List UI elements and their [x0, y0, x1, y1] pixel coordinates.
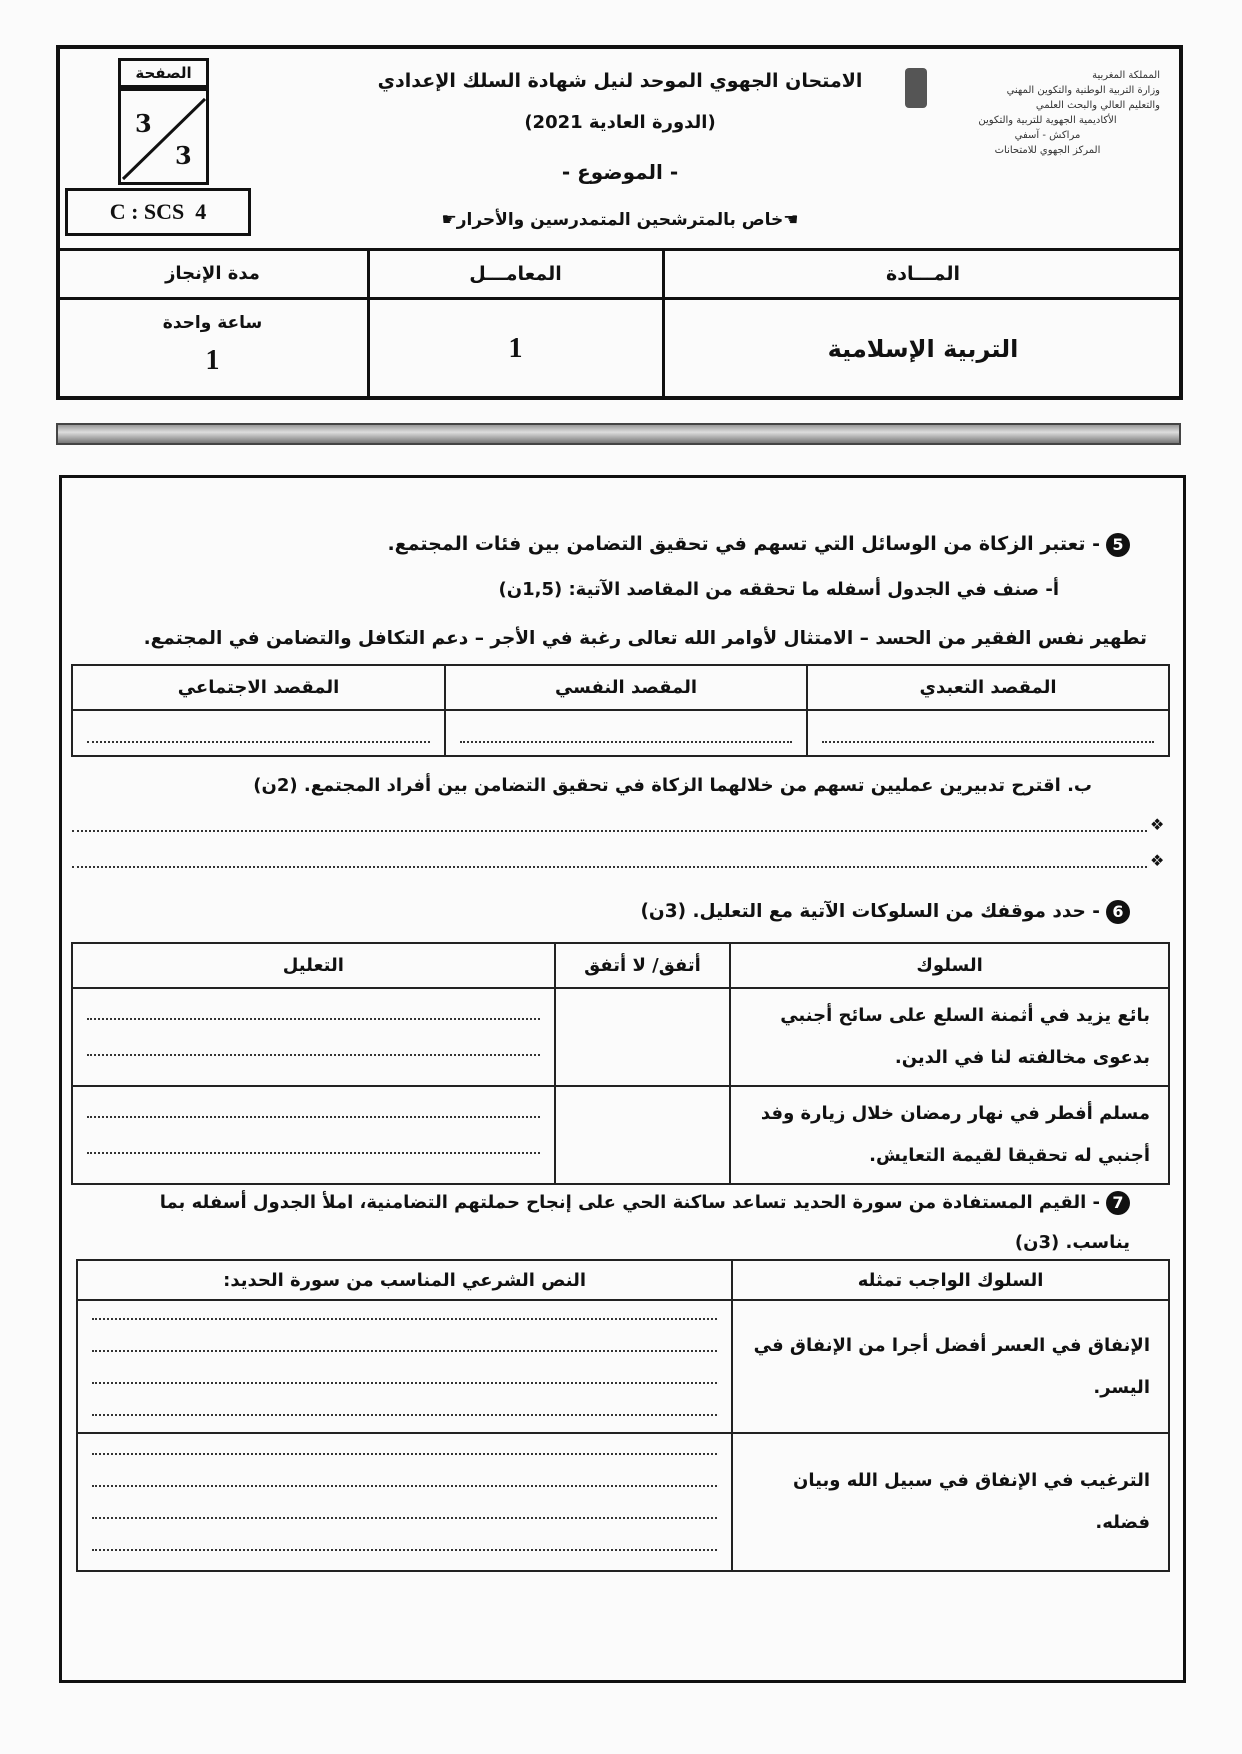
slash-icon [121, 97, 206, 182]
justification-cell[interactable] [72, 988, 555, 1086]
q5a-prompt: أ- صنف في الجدول أسفله ما تحققه من المقاصد الآتية: (1,5ن) [498, 579, 1059, 600]
separator-bar [56, 423, 1181, 445]
q7-text: - القيم المستفادة من سورة الحديد تساعد ساكنة الحي على إنجاح حملتهم التضامنية، املأ الجدول أسفله بما يناسب. (3ن) [159, 1192, 1130, 1253]
answer-cell[interactable] [445, 710, 807, 756]
q5-prompt [387, 533, 1130, 557]
q5-text: - تعتبر الزكاة من الوسائل التي تسهم في تحقيق التضامن بين فئات المجتمع. [387, 533, 1100, 555]
ministry-logo [935, 68, 1160, 158]
col-duration-label: مدة الإنجاز [165, 263, 260, 284]
justification-cell[interactable] [72, 1086, 555, 1184]
behavior-cell: الإنفاق في العسر أفضل أجرا من الإنفاق في اليسر. [732, 1300, 1169, 1433]
page-label: الصفحة [121, 61, 206, 91]
behavior-cell: مسلم أفطر في نهار رمضان خلال زيارة وفد أجنبي له تحقيقا لقيمة التعايش. [730, 1086, 1169, 1184]
verse-cell[interactable] [77, 1300, 732, 1433]
verse-cell[interactable] [77, 1433, 732, 1571]
behavior-cell: الترغيب في الإنفاق في سبيل الله وبيان فضله. [732, 1433, 1169, 1571]
pointing-hand-icon: ☚ [783, 210, 799, 230]
q6-header: السلوك [730, 943, 1169, 988]
logo-line: والتعليم العالي والبحث العلمي [1035, 100, 1160, 111]
q6-text: - حدد موقفك من السلوكات الآتية مع التعليل. (3ن) [640, 901, 1100, 922]
bullet-icon: ❖ [1150, 851, 1165, 870]
page-total: 3 [175, 141, 192, 170]
table-row [72, 1086, 1169, 1184]
subject-value: التربية الإسلامية [827, 335, 1019, 363]
question-number-badge: 5 [1106, 533, 1130, 557]
question-number-badge: 7 [1106, 1191, 1130, 1215]
col-coef-label: المعامـــل [469, 262, 562, 285]
logo-line: الأكاديمية الجهوية للتربية والتكوين [978, 115, 1117, 126]
behavior-cell: بائع يزيد في أثمنة السلع على سائح أجنبي بدعوى مخالفته لنا في الدين. [730, 988, 1169, 1086]
answer-line[interactable] [72, 830, 1147, 832]
q5-items: تطهير نفس الفقير من الحسد – الامتثال لأوامر الله تعالى رغبة في الأجر – دعم التكافل والتضامن في المجتمع. [143, 628, 1147, 649]
agree-cell[interactable] [555, 1086, 731, 1184]
pointing-hand-icon: ☛ [441, 210, 457, 230]
coef-value: 1 [508, 333, 523, 364]
ministry-emblem [905, 68, 927, 108]
exam-session: (الدورة العادية 2021) [524, 112, 716, 133]
candidates-text: خاص بالمترشحين المتمدرسين والأحرار [456, 210, 784, 230]
q7-header: النص الشرعي المناسب من سورة الحديد: [77, 1260, 732, 1300]
logo-line: مراكش - آسفي [1014, 130, 1081, 141]
q7-table [76, 1259, 1170, 1572]
page-number-box [118, 58, 209, 185]
exam-code: C : SCS 4 [65, 188, 251, 236]
duration-text: ساعة واحدة [162, 313, 263, 333]
page-current: 3 [135, 109, 152, 138]
q6-header: أتفق/ لا أتفق [555, 943, 731, 988]
table-row [77, 1433, 1169, 1571]
question-number-badge: 6 [1106, 900, 1130, 924]
q7-prompt [92, 1183, 1130, 1263]
q5-header: المقصد الاجتماعي [72, 665, 445, 710]
logo-line: المملكة المغربية [1092, 70, 1160, 81]
duration-num: 1 [205, 345, 220, 376]
answer-cell[interactable] [72, 710, 445, 756]
exam-title: الامتحان الجهوي الموحد لنيل شهادة السلك الإعدادي [377, 70, 863, 92]
q7-header: السلوك الواجب تمثله [732, 1260, 1169, 1300]
q5-table [71, 664, 1170, 757]
q6-prompt [640, 900, 1130, 924]
q5b-prompt: ب. اقترح تدبيرين عمليين تسهم من خلالهما الزكاة في تحقيق التضامن بين أفراد المجتمع. (2ن) [253, 775, 1092, 796]
q5-header: المقصد التعبدي [807, 665, 1169, 710]
candidates-note [360, 210, 880, 230]
bullet-icon: ❖ [1150, 815, 1165, 834]
table-row [72, 988, 1169, 1086]
q6-header: التعليل [72, 943, 555, 988]
agree-cell[interactable] [555, 988, 731, 1086]
logo-line: وزارة التربية الوطنية والتكوين المهني [1006, 85, 1160, 96]
q6-table [71, 942, 1170, 1185]
answer-line[interactable] [72, 866, 1147, 868]
q5-header: المقصد النفسي [445, 665, 807, 710]
logo-line: المركز الجهوي للامتحانات [994, 145, 1101, 156]
subject-type: - الموضوع - [561, 160, 679, 184]
col-subject-label: المـــادة [886, 262, 960, 285]
answer-cell[interactable] [807, 710, 1169, 756]
table-row [77, 1300, 1169, 1433]
